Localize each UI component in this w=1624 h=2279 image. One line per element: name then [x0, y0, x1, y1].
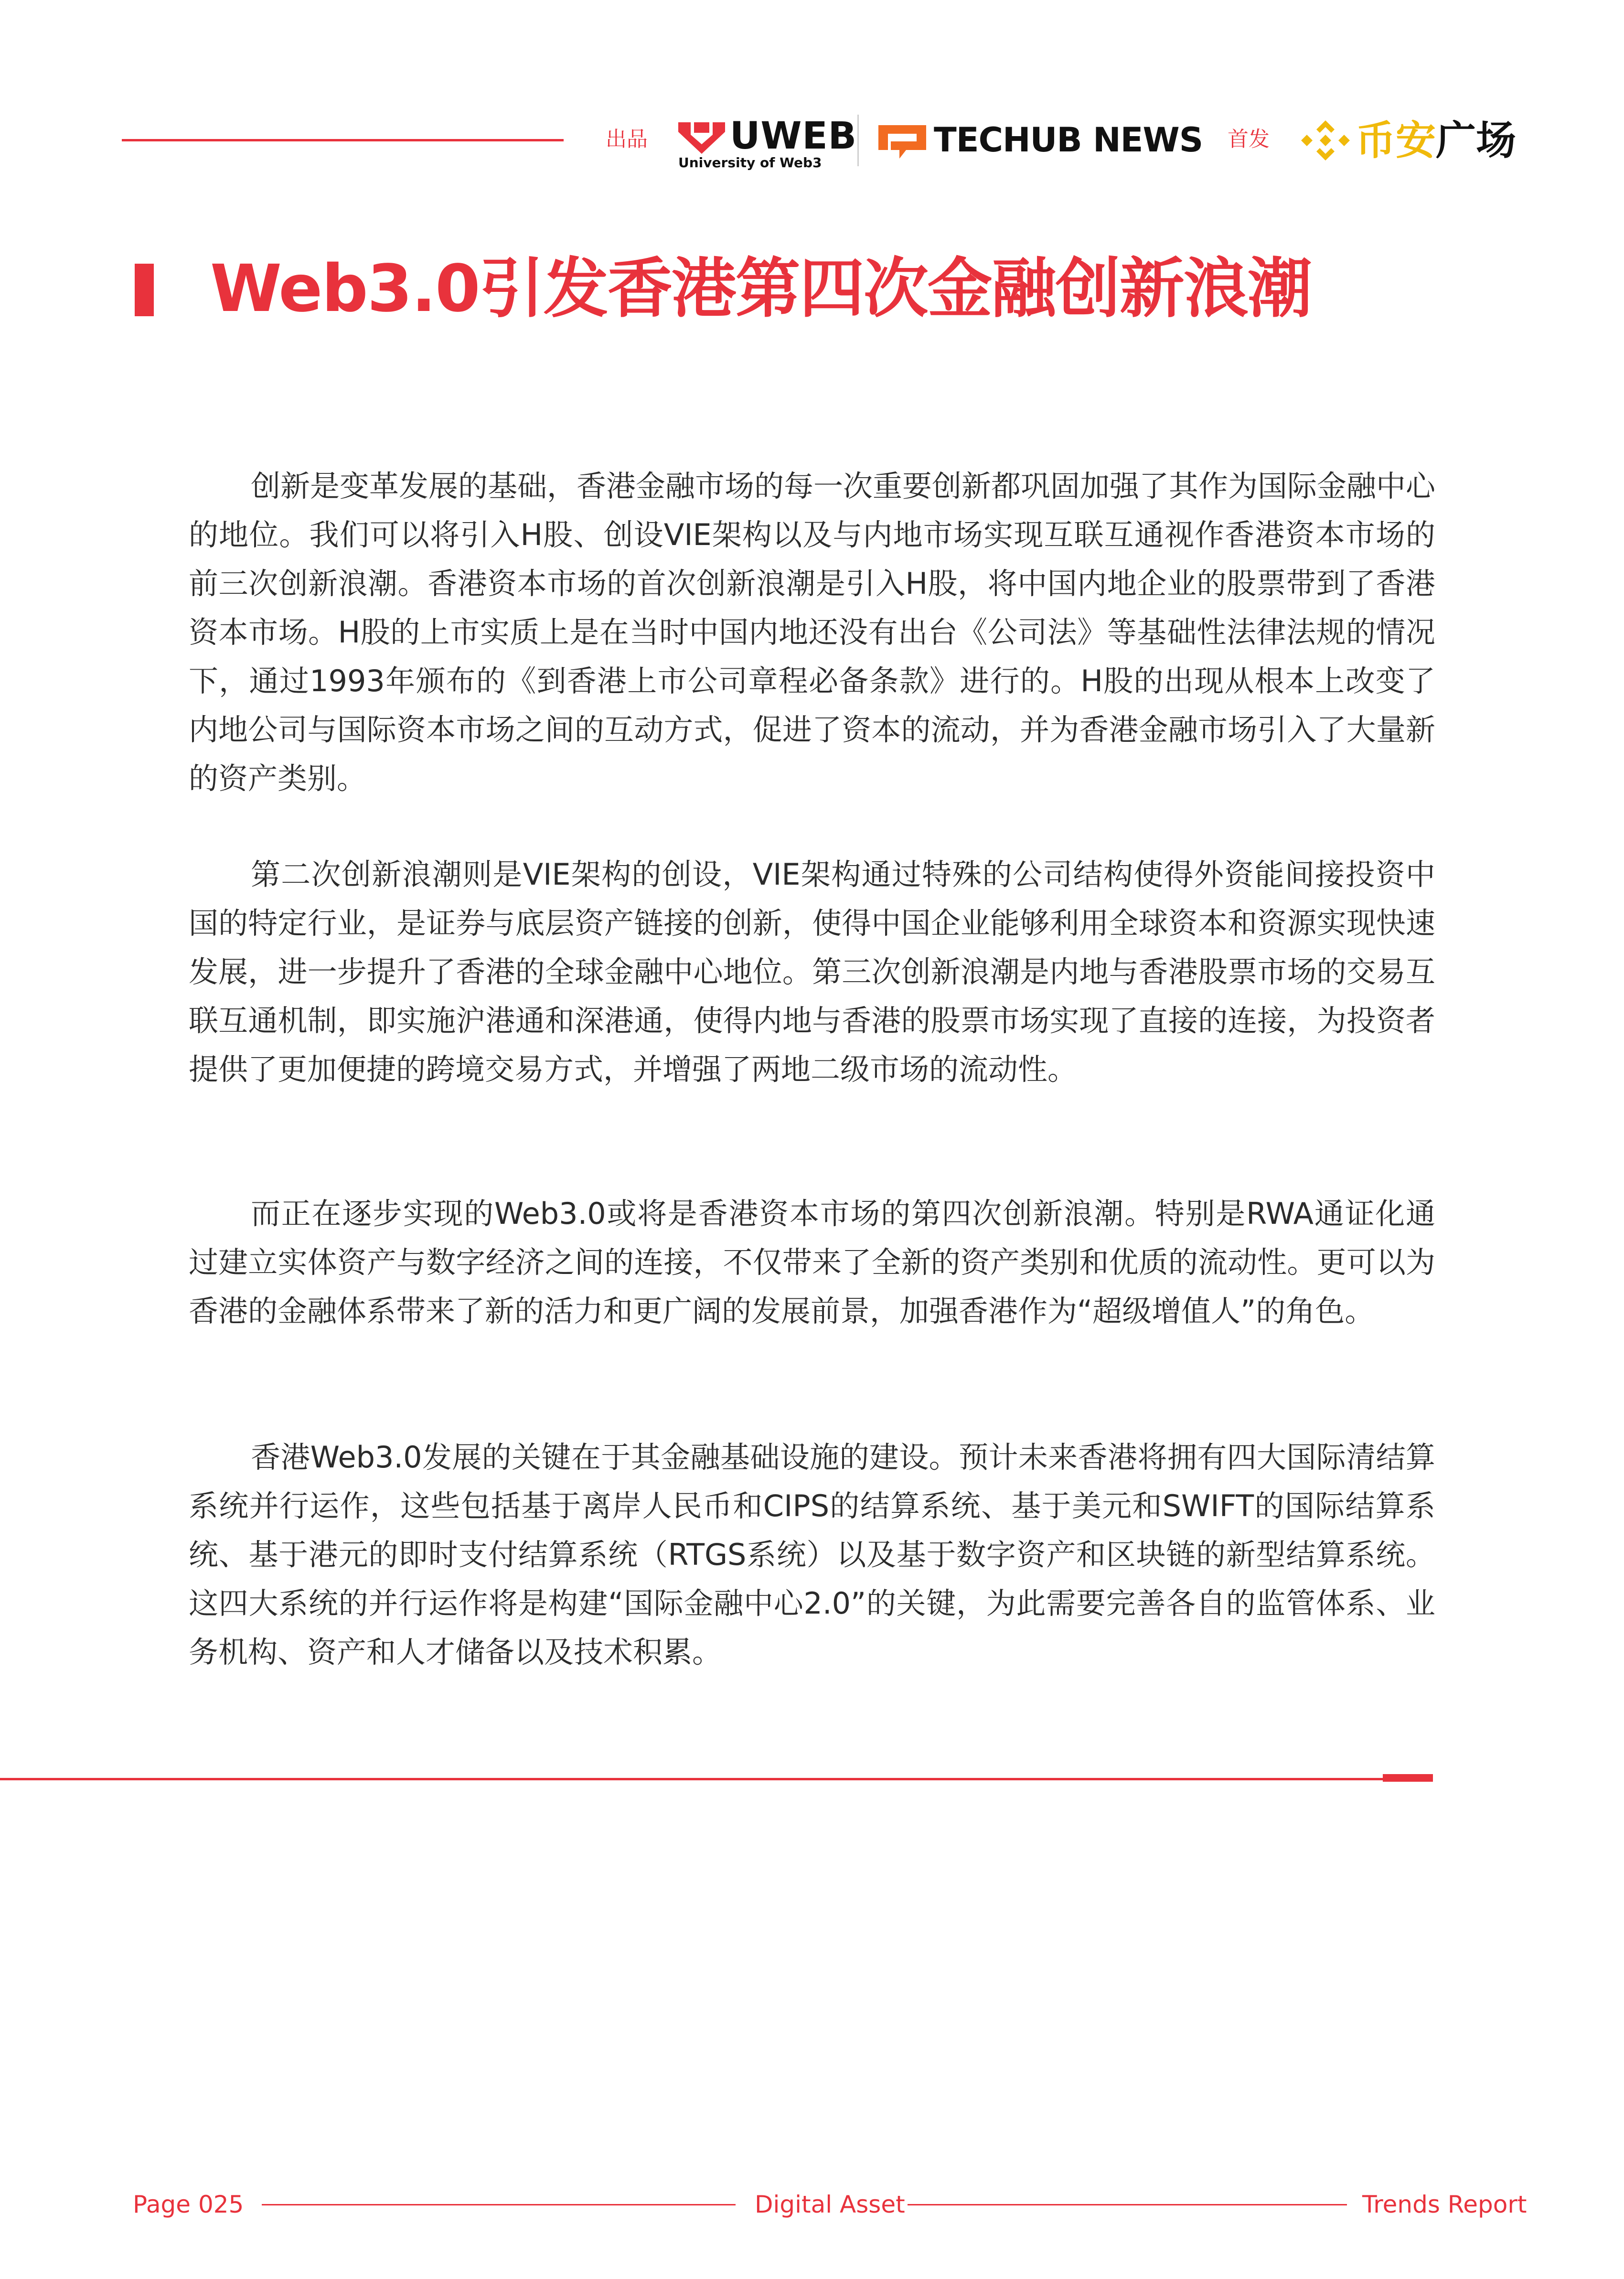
- uweb-mark-icon: [678, 120, 725, 154]
- title-accent-bar: [135, 264, 154, 316]
- footer-line-right: [908, 2204, 1347, 2205]
- page-title: Web3.0引发香港第四次金融创新浪潮: [210, 251, 1312, 327]
- first-release-label: 首发: [1228, 127, 1270, 151]
- footer-center-text: Digital Asset: [755, 2191, 905, 2218]
- paragraph-3: 而正在逐步实现的Web3.0或将是香港资本市场的第四次创新浪潮。特别是RWA通证化通过建立实体资产与数字经济之间的连接，不仅带来了全新的资产类别和优质的流动性。更可以为香港的金融体系带来了新的活力和更广阔的发展前景，加强香港作为“超级增值人”的角色。: [189, 1196, 1435, 1328]
- paragraph-1: 创新是变革发展的基础，香港金融市场的每一次重要创新都巩固加强了其作为国际金融中心的地位。我们可以将引入H股、创设VIE架构以及与内地市场实现互联互通视作香港资本市场的前三次创新浪潮。香港资本市场的首次创新浪潮是引入H股，将中国内地企业的股票带到了香港资本市场。H股的上市实质上是在当时中国内地还没有出台《公司法》等基础性法律法规的情况下，通过1993年颁布的《到香港上市公司章程必备条款》进行的。H股的出现从根本上改变了内地公司与国际资本市场之间的互动方式，促进了资本的流动，并为香港金融市场引入了大量新的资产类别。: [189, 469, 1436, 796]
- binance-square-name: [1356, 117, 1516, 164]
- footer-line-left: [262, 2204, 736, 2205]
- techub-name: TECHUB NEWS: [934, 120, 1203, 160]
- uweb-name: UWEB: [730, 115, 857, 158]
- footer-page-number: Page 025: [133, 2191, 244, 2218]
- binance-diamond-icon: [1299, 118, 1352, 162]
- binance-name-part1: 币安: [1356, 117, 1436, 164]
- section-divider-accent: [1383, 1774, 1433, 1782]
- uweb-subtitle: University of Web3: [678, 155, 822, 171]
- techub-mark-icon: [876, 122, 928, 160]
- produced-by-label: 出品: [606, 127, 648, 151]
- section-divider: [0, 1778, 1433, 1780]
- header-rule: [122, 139, 564, 141]
- binance-name-part2: 广场: [1436, 117, 1517, 164]
- paragraph-2: 第二次创新浪潮则是VIE架构的创设，VIE架构通过特殊的公司结构使得外资能间接投资中国的特定行业，是证券与底层资产链接的创新，使得中国企业能够利用全球资本和资源实现快速发展，进一步提升了香港的全球金融中心地位。第三次创新浪潮是内地与香港股票市场的交易互联互通机制，即实施沪港通和深港通，使得内地与香港的股票市场实现了直接的连接，为投资者提供了更加便捷的跨境交易方式，并增强了两地二级市场的流动性。: [189, 857, 1435, 1087]
- header-separator: [857, 115, 859, 166]
- paragraph-4: 香港Web3.0发展的关键在于其金融基础设施的建设。预计未来香港将拥有四大国际清结算系统并行运作，这些包括基于离岸人民币和CIPS的结算系统、基于美元和SWIFT的国际结算系统、基于港元的即时支付结算系统（RTGS系统）以及基于数字资产和区块链的新型结算系统。这四大系统的并行运作将是构建“国际金融中心2.0”的关键，为此需要完善各自的监管体系、业务机构、资产和人才储备以及技术积累。: [189, 1440, 1435, 1669]
- footer-right-text: Trends Report: [1362, 2191, 1527, 2218]
